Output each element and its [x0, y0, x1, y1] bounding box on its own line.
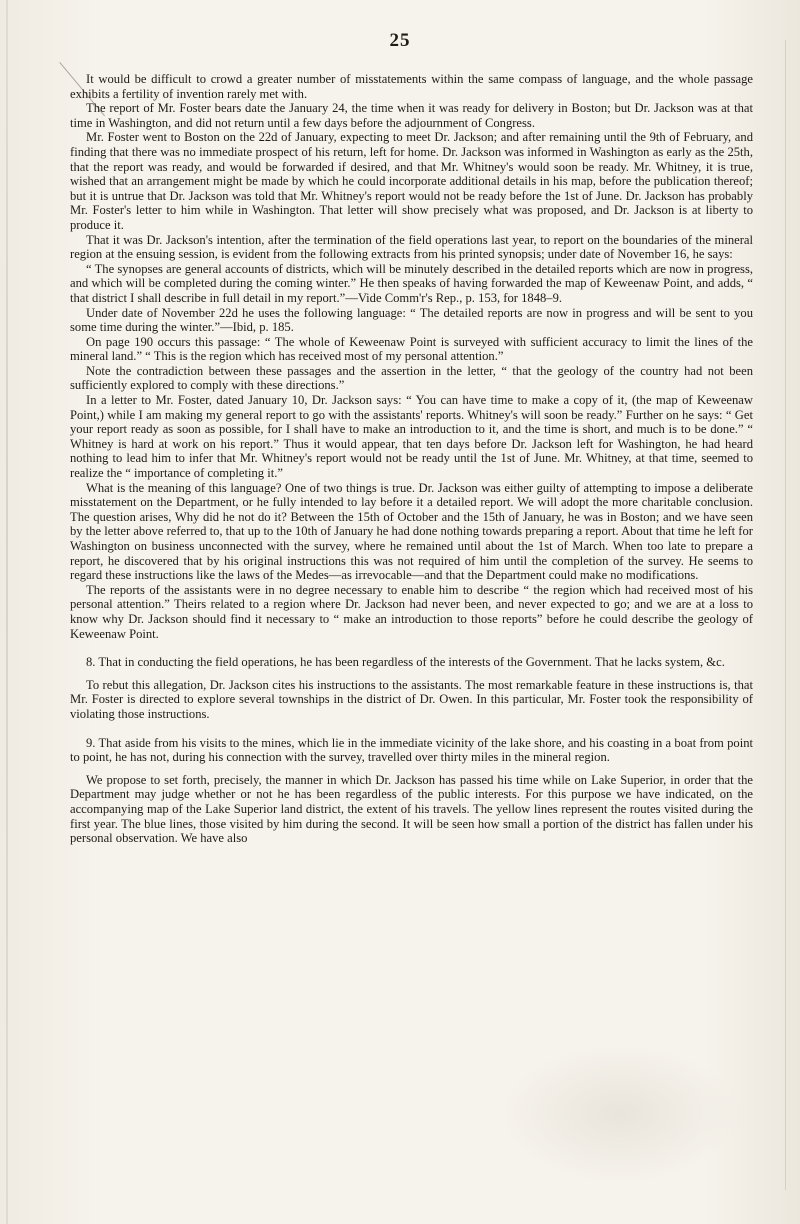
- body-text: [70, 72, 753, 846]
- numbered-charge-9: 9. That aside from his visits to the mines, which lie in the immediate vicinity of the lake shore, and his coasting in a boat from point to point, he has not, during his connection with the survey, travelled over thirty miles in the mineral region.: [70, 735, 753, 765]
- page-stain: [500, 1044, 740, 1184]
- paragraph: To rebut this allegation, Dr. Jackson cites his instructions to the assistants. The most remarkable feature in these instructions is, that Mr. Foster is directed to explore several townships in the district of Dr. Owen. In this particular, Mr. Foster took the responsibility of violating those instructions.: [70, 677, 753, 721]
- numbered-charge-8: 8. That in conducting the field operations, he has been regardless of the interests of the Government. That he lacks system, &c.: [86, 655, 725, 670]
- paragraph: Mr. Foster went to Boston on the 22d of January, expecting to meet Dr. Jackson; and after remaining until the 9th of February, and finding that there was no immediate prospect of his return, left for home. Dr. Jackson was informed in Washington as early as the 25th, that the report was ready, and would be forwarded if desired, and that Mr. Whitney's would soon be ready. Mr. Whitney, it is true, wished that an arrangement might be made by which he could incorporate additional details in his map, before the publication thereof; but it is untrue that Dr. Jackson was told that Mr. Whitney's report would not be ready before the 1st of June. Dr. Jackson has probably Mr. Foster's letter to him while in Washington. That letter will show precisely what was proposed, and Dr. Jackson is at liberty to produce it.: [70, 130, 753, 232]
- paragraph: What is the meaning of this language? One of two things is true. Dr. Jackson was either guilty of attempting to impose a deliberate misstatement on the Department, or he fully intended to lay before it a detailed report. We will adopt the more charitable conclusion. The question arises, Why did he not do it? Between the 15th of October and the 15th of January, he was in Boston; and we have seen by the letter above referred to, that up to the 10th of January he had done nothing towards preparing a report. About that time he left for Washington on business unconnected with the survey, where he remained until about the 1st of March. When too late to prepare a report, he discovered that by his original instructions this was not required of him until the completion of the survey. He seems to regard these instructions like the laws of the Medes—as irrevocable—and that the Department could make no modifications.: [70, 480, 753, 583]
- page-edge-shadow: [6, 0, 8, 1224]
- paragraph: “ The synopses are general accounts of districts, which will be minutely described in the detailed reports which are now in progress, and which will be completed during the coming winter.” He then speaks of having forwarded the map of Keweenaw Point, and adds, “ that district I shall describe in full detail in my report.”—Vide Comm'r's Rep., p. 153, for 1848–9.: [70, 261, 753, 305]
- paragraph: On page 190 occurs this passage: “ The whole of Keweenaw Point is surveyed with sufficient accuracy to limit the lines of the mineral land.” “ This is the region which has received most of my personal attention.”: [70, 334, 753, 364]
- paragraph: The report of Mr. Foster bears date the January 24, the time when it was ready for delivery in Boston; but Dr. Jackson was at that time in Washington, and did not return until a few days before the adjournment of Congress.: [70, 101, 753, 130]
- paragraph: Note the contradiction between these passages and the assertion in the letter, “ that the geology of the country had not been sufficiently explored to comply with these directions.”: [70, 363, 753, 393]
- page-fold-line: [785, 40, 786, 1190]
- paragraph: We propose to set forth, precisely, the manner in which Dr. Jackson has passed his time while on Lake Superior, in order that the Department may judge whether or not he has been regardless of the public interests. For this purpose we have indicated, on the accompanying map of the Lake Superior land district, the extent of his travels. The yellow lines represent the routes visited during the first year. The blue lines, those visited by him during the second. It will be seen how small a portion of the district has fallen under his personal observation. We have also: [70, 772, 753, 846]
- page-number: 25: [389, 30, 411, 51]
- paragraph: Under date of November 22d he uses the following language: “ The detailed reports are now in progress and will be sent to you some time during the winter.”—Ibid, p. 185.: [70, 305, 753, 335]
- paragraph: In a letter to Mr. Foster, dated January 10, Dr. Jackson says: “ You can have time to make a copy of it, (the map of Keweenaw Point,) while I am making my general report to go with the assistants' reports. Whitney's will soon be ready.” Further on he says: “ Get your report ready as soon as possible, for I shall have to make an introduction to it, and the time is short, and much is to be done.” “ Whitney is hard at work on his report.” Thus it would appear, that ten days before Dr. Jackson left for Washington, he had heard nothing to lead him to infer that Mr. Whitney's report would not be ready until the 1st of June. Mr. Whitney, at that time, seemed to realize the “ importance of completing it.”: [70, 393, 753, 481]
- paragraph: The reports of the assistants were in no degree necessary to enable him to describe “ the region which had received most of his personal attention.” Theirs related to a region where Dr. Jackson had never been, and never expected to go; and we are at a loss to know why Dr. Jackson should find it necessary to “ make an introduction to those reports” before he could describe the geology of Keweenaw Point.: [70, 582, 753, 641]
- paragraph: It would be difficult to crowd a greater number of misstatements within the same compass of language, and the whole passage exhibits a fertility of invention rarely met with.: [70, 72, 753, 101]
- paragraph: That it was Dr. Jackson's intention, after the termination of the field operations last year, to report on the boundaries of the mineral region at the ensuing session, is evident from the following extracts from his printed synopsis; under date of November 16, he says:: [70, 232, 753, 262]
